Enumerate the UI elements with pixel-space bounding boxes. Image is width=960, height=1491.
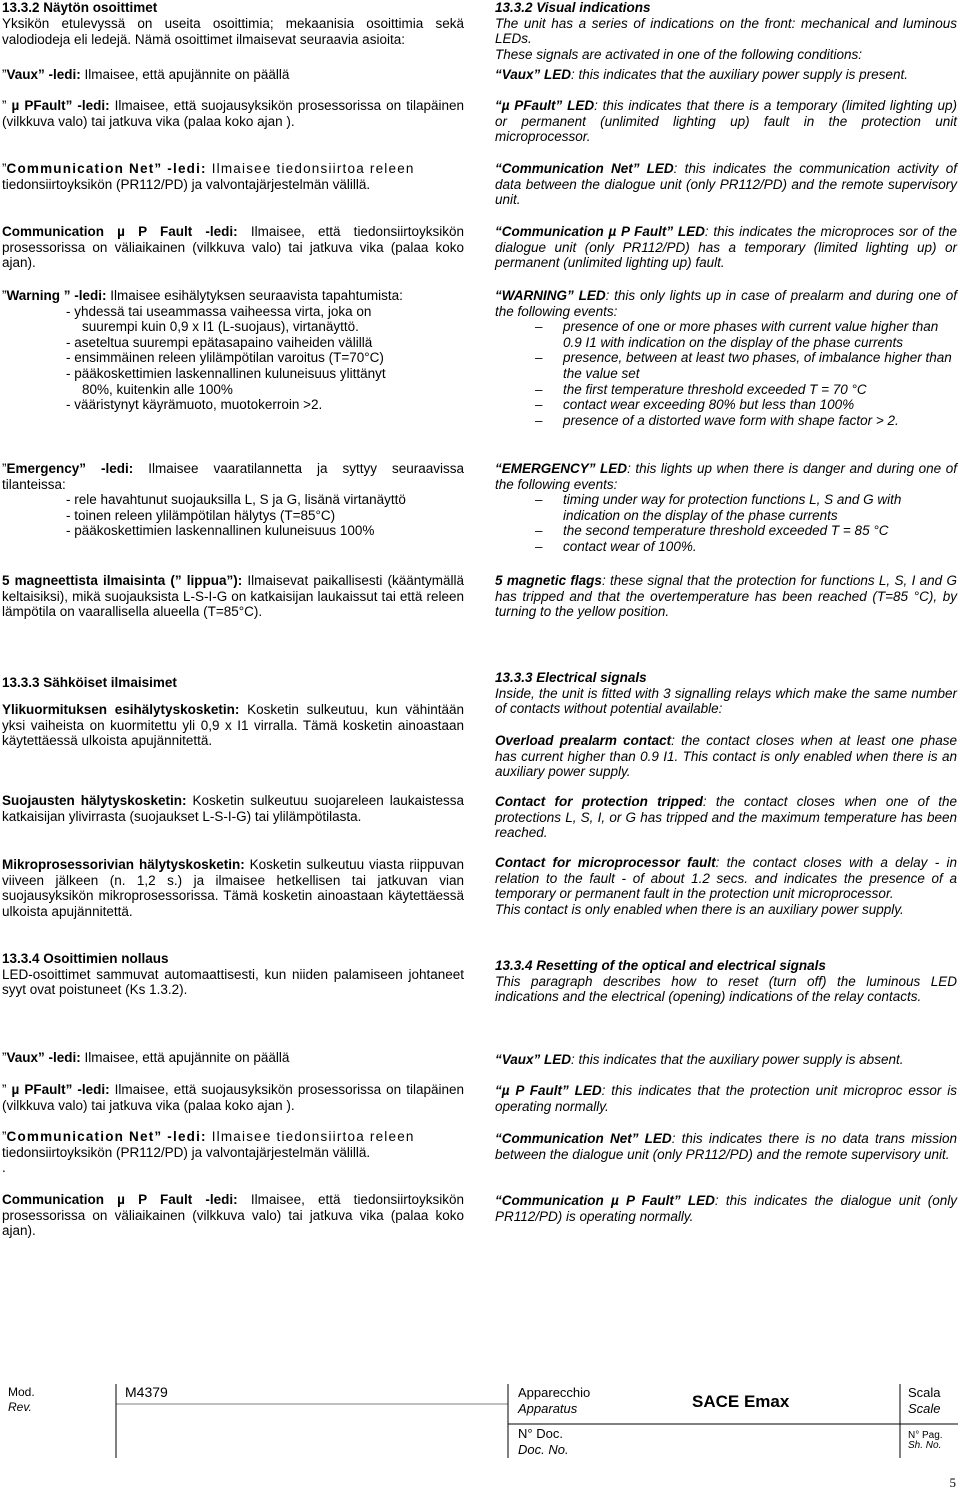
right-micro-paragraph: Contact for microprocessor fault: the contact closes with a delay - in relation to the fault - of about 1.2 secs. and indicates the presence of a temporary or permanent fault in the protection unit microprocessor. This contact is only enabled when there is an auxiliary power supply. bbox=[495, 855, 957, 917]
right-section-title-3: 13.3.4 Resetting of the optical and electrical signals This paragraph describes how to reset (turn off) the luminous LED indications and the electrical (opening) indications of the relay contacts. bbox=[495, 958, 957, 1005]
right-pfault2-paragraph: “µ P Fault” LED: this indicates that the protection unit microproc essor is operating normally. bbox=[495, 1083, 957, 1114]
page-number-label-en: Sh. No. bbox=[908, 1440, 942, 1451]
left-vaux-paragraph: ”Vaux” -ledi: Ilmaisee, että apujännite on päällä bbox=[2, 67, 290, 82]
right-compf2-paragraph: “Communication µ P Fault” LED: this indicates the dialogue unit (only PR112/PD) is operating normally. bbox=[495, 1193, 957, 1224]
right-overload-paragraph: Overload prealarm contact: the contact closes when at least one phase has current higher than 0.9 I1. This contact is only enabled when there is an auxiliary power supply. bbox=[495, 733, 957, 780]
left-emergency-paragraph: ”Emergency” -ledi: Ilmaisee vaaratilannetta ja syttyy seuraavissa tilanteissa: - rele havahtunut suojauksilla L, S ja G, lisänä virtanäyttö - toinen releen ylilämpötilan hälytys (T=85°C) - pääkoskettimien laskennallinen kuluneisuus 100% bbox=[2, 461, 464, 539]
left-compf2-paragraph: Communication µ P Fault -ledi: Ilmaisee, että tiedonsiirtoyksikön prosessorissa on väliaikainen (vilkkuva valo) tai jatkuva vika (palaa koko ajan). bbox=[2, 1192, 464, 1239]
left-pfault-paragraph: ” µ PFault” -ledi: Ilmaisee, että suojausyksikön prosessorissa on tilapäinen (vilkkuva valo) tai jatkuva vika (palaa koko ajan ). bbox=[2, 98, 464, 129]
doc-number-label-it: N° Doc. bbox=[518, 1426, 563, 1441]
left-intro: Yksikön etulevyssä on useita osoittimia; mekaanisia osoittimia sekä valodiodeja eli ledejä. Nämä osoittimet ilmaisevat seuraavia asioita: bbox=[2, 16, 464, 47]
mod-label: Mod. bbox=[8, 1385, 35, 1399]
product-name: SACE Emax bbox=[692, 1392, 790, 1411]
right-flags-paragraph: 5 magnetic flags: these signal that the protection for functions L, S, I and G has tripped and that the overtemperature has been reached (T=85 °C), by turning to the yellow position. bbox=[495, 573, 957, 620]
right-comnet2-paragraph: “Communication Net” LED: this indicates there is no data trans mission between the dialogue unit (only PR112/PD) and the remote supervisory unit. bbox=[495, 1131, 957, 1162]
apparecchio-label: Apparecchio bbox=[518, 1385, 591, 1400]
warning-item: - pääkoskettimien laskennallinen kuluneisuus ylittänyt bbox=[66, 365, 386, 381]
emergency-item: - toinen releen ylilämpötilan hälytys (T=85°C) bbox=[66, 507, 336, 523]
scale-label: Scale bbox=[908, 1401, 941, 1416]
emergency-item: – timing under way for protection functions L, S and G with indication on the display of the phase currents bbox=[535, 492, 902, 523]
right-comnet-paragraph: “Communication Net” LED: this indicates the communication activity of data between the dialogue unit (only PR112/PD) and the remote supervisory unit. bbox=[495, 161, 957, 208]
left-section-title-1: 13.3.2 Näytön osoittimet bbox=[2, 0, 158, 15]
left-flags-paragraph: 5 magneettista ilmaisinta (” lippua”): Ilmaisevat paikallisesti (kääntymällä keltaisiksi), mikä suojauksista L-S-I-G on katkaisijan laukaissut tai että releen lämpötila on vaarallisella alueella (T=85°C). bbox=[2, 573, 464, 620]
warning-item: – contact wear exceeding 80% but less than 100% bbox=[535, 397, 855, 413]
right-section-title-1: 13.3.2 Visual indications The unit has a series of indications on the front: mechanical and luminous LEDs. These signals are activated in one of the following conditions: bbox=[495, 0, 957, 62]
warning-item: - yhdessä tai useammassa vaiheessa virta, joka on bbox=[66, 303, 372, 319]
left-comnet-paragraph: ”Communication Net” -ledi: Ilmaisee tiedonsiirtoa releen tiedonsiirtoyksikön (PR112/PD) ja valvontajärjestelmän välillä. bbox=[2, 161, 415, 192]
left-warning-paragraph: ”Warning ” -ledi: Ilmaisee esihälytyksen seuraavista tapahtumista: - yhdessä tai useammassa vaiheessa virta, joka on suurempi kuin 0,9 x I1 (L-suojaus), virtanäyttö. - aseteltua suurempi epätasapaino vaiheiden välillä - ensimmäinen releen ylilämpötilan varoitus (T=70°C) - pääkoskettimien laskennallinen kuluneisuus ylittänyt 80%, kuitenkin alle 100% - vääristynyt käyrämuoto, muotokerroin >2. bbox=[2, 288, 464, 413]
warning-item: – presence, between at least two phases, of imbalance higher than the value set bbox=[535, 350, 952, 381]
emergency-item: – contact wear of 100%. bbox=[535, 538, 697, 554]
warning-item: - aseteltua suurempi epätasapaino vaiheiden välillä bbox=[66, 334, 373, 350]
document-code: M4379 bbox=[125, 1384, 168, 1400]
right-pfault-paragraph: “µ PFault” LED: this indicates that there is a temporary (limited lighting up) or permanent (unlimited lighting up) fault in the protection unit microprocessor. bbox=[495, 98, 958, 145]
left-section-title-2: 13.3.3 Sähköiset ilmaisimet bbox=[2, 675, 177, 690]
left-pfault2-paragraph: ” µ PFault” -ledi: Ilmaisee, että suojausyksikön prosessorissa on tilapäinen (vilkkuva valo) tai jatkuva vika (palaa koko ajan ). bbox=[2, 1082, 464, 1113]
left-protection-paragraph: Suojausten hälytyskosketin: Kosketin sulkeutuu suojareleen laukaistessa katkaisijan ylivirrasta (suojaukset L-S-I-G) tai ylilämpötilasta. bbox=[2, 793, 464, 824]
left-overload-paragraph: Ylikuormituksen esihälytyskosketin: Kosketin sulkeutuu, kun vähintään yksi vaiheista on kuormitettu yli 0,9 x I1 virralla. Tämä kosketin ainoastaan käytettäessä ulkoista apujännitettä. bbox=[2, 702, 464, 749]
warning-item: – the first temperature threshold exceeded T = 70 °C bbox=[535, 381, 867, 397]
page-number-label-it: N° Pag. bbox=[908, 1430, 943, 1441]
right-vaux2-paragraph: “Vaux” LED: this indicates that the auxiliary power supply is absent. bbox=[495, 1052, 904, 1067]
emergency-item: - pääkoskettimien laskennallinen kuluneisuus 100% bbox=[66, 523, 375, 539]
right-warning-paragraph: “WARNING” LED: this only lights up in case of prealarm and during one of the following events: – presence of one or more phases with current value higher than 0.9 I1 with indication on the display of the phase currents – presence, between at least two phases, of imbalance higher than the value set – the first temperature threshold exceeded T = 70 °C – contact wear exceeding 80% but less than 100% – presence of a distorted wave form with shape factor > 2. bbox=[495, 288, 957, 428]
page-number: 5 bbox=[949, 1475, 956, 1490]
right-emergency-paragraph: “EMERGENCY” LED: this lights up when there is danger and during one of the following events: – timing under way for protection functions L, S and G with indication on the display of the phase currents – the second temperature threshold exceeded T = 85 °C – contact wear of 100%. bbox=[495, 461, 957, 554]
title-block bbox=[0, 1380, 960, 1458]
rev-label: Rev. bbox=[8, 1400, 32, 1414]
warning-item: – presence of a distorted wave form with shape factor > 2. bbox=[535, 412, 899, 428]
emergency-item: - rele havahtunut suojauksilla L, S ja G, lisänä virtanäyttö bbox=[66, 492, 406, 508]
left-micro-paragraph: Mikroprosessorivian hälytyskosketin: Kosketin sulkeutuu viasta riippuvan viiveen jälkeen (n. 1,2 s.) ja ilmaisee hetkellisen tai jatkuvan vian suojausyksikön mikroprosessorissa. Tämä kosketin ainoastaan käytettäessä ulkoista apujännitettä. bbox=[2, 857, 464, 919]
warning-item: – presence of one or more phases with current value higher than 0.9 I1 with indication on the display of the phase currents bbox=[535, 319, 939, 350]
left-compf-paragraph: Communication µ P Fault -ledi: Ilmaisee, että tiedonsiirtoyksikön prosessorissa on väliaikainen (vilkkuva valo) tai jatkuva vika (palaa koko ajan). bbox=[2, 224, 464, 271]
apparatus-label: Apparatus bbox=[518, 1401, 578, 1416]
left-comnet2-paragraph: ”Communication Net” -ledi: Ilmaisee tiedonsiirtoa releen tiedonsiirtoyksikön (PR112/PD) ja valvontajärjestelmän välillä. . bbox=[2, 1129, 415, 1176]
label: Vaux” -ledi: bbox=[6, 67, 81, 82]
right-compf-paragraph: “Communication µ P Fault” LED: this indicates the microproces sor of the dialogue unit (only PR112/PD) has a temporary (limited lighting up) or permanent (unlimited lighting up) fault. bbox=[495, 224, 957, 271]
left-vaux2-paragraph: ”Vaux” -ledi: Ilmaisee, että apujännite on päällä bbox=[2, 1050, 290, 1065]
right-section-title-2: 13.3.3 Electrical signals Inside, the unit is fitted with 3 signalling relays which make the same number of contacts without potential available: bbox=[495, 670, 957, 717]
warning-item: - ensimmäinen releen ylilämpötilan varoitus (T=70°C) bbox=[66, 350, 384, 366]
scala-label: Scala bbox=[908, 1385, 941, 1400]
warning-item: 80%, kuitenkin alle 100% bbox=[82, 381, 233, 397]
right-vaux-paragraph: “Vaux” LED: this indicates that the auxiliary power supply is present. bbox=[495, 67, 908, 82]
warning-item: - vääristynyt käyrämuoto, muotokerroin >2. bbox=[66, 397, 323, 413]
warning-item: suurempi kuin 0,9 x I1 (L-suojaus), virtanäyttö. bbox=[82, 319, 359, 335]
emergency-item: – the second temperature threshold exceeded T = 85 °C bbox=[535, 523, 889, 539]
doc-number-label-en: Doc. No. bbox=[518, 1442, 569, 1457]
right-protection-paragraph: Contact for protection tripped: the contact closes when one of the protections L, S, I, or G has tripped and the maximum temperature has been reached. bbox=[495, 794, 957, 841]
left-section-title-3: 13.3.4 Osoittimien nollaus LED-osoittimet sammuvat automaattisesti, kun niiden palamiseen johtaneet syyt ovat poistuneet (Ks 1.3.2). bbox=[2, 951, 464, 998]
